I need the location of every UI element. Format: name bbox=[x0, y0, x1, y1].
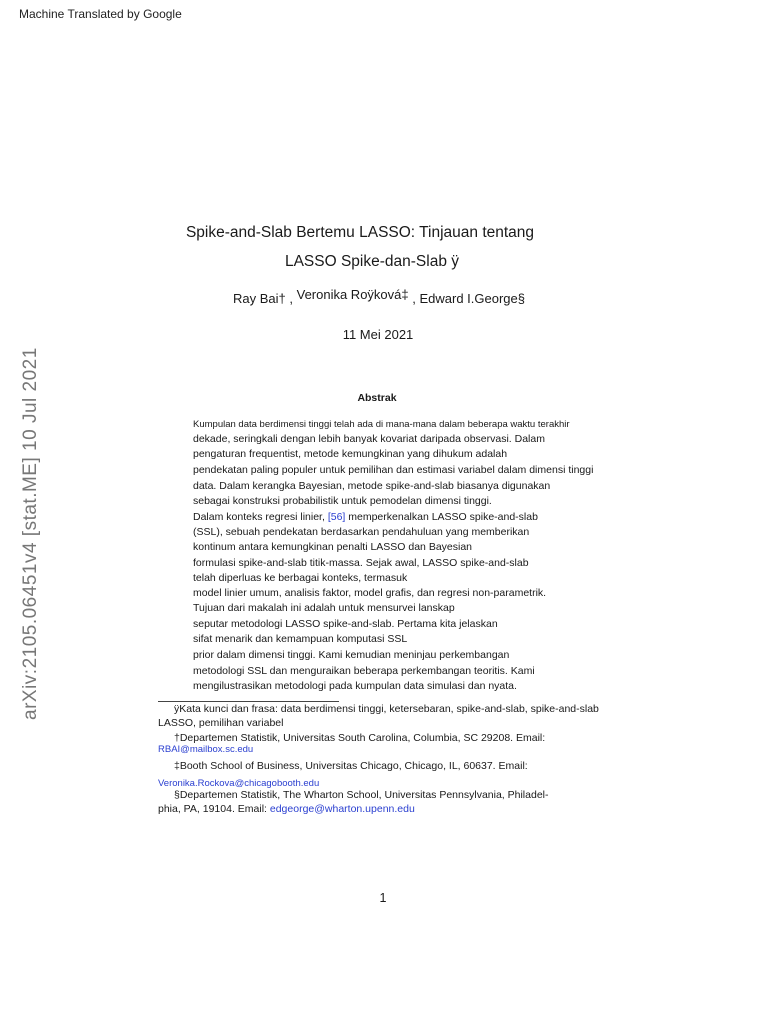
abstract-line: dekade, seringkali dengan lebih banyak kovariat daripada observasi. Dalam bbox=[193, 433, 545, 445]
abstract-heading: Abstrak bbox=[357, 392, 397, 404]
paper-title-line-2: LASSO Spike-dan-Slab ÿ bbox=[284, 253, 460, 270]
abstract-text: Dalam konteks regresi linier, bbox=[193, 511, 325, 523]
abstract-line: model linier umum, analisis faktor, model grafis, dan regresi non-parametrik. bbox=[193, 587, 547, 599]
abstract-line: seputar metodologi LASSO spike-and-slab. Pertama kita jelaskan bbox=[193, 618, 498, 630]
author-3: , Edward I.George§ bbox=[412, 291, 525, 306]
author-1: Ray Bai† , bbox=[233, 291, 293, 306]
email-link-bai[interactable]: RBAI@mailbox.sc.edu bbox=[158, 744, 254, 755]
footnote-dagger: †Departemen Statistik, Universitas South Carolina, Columbia, SC 29208. Email: bbox=[174, 732, 546, 744]
citation-link[interactable]: [56] bbox=[327, 511, 346, 523]
footnote-text: phia, PA, 19104. Email: bbox=[158, 803, 267, 815]
abstract-line: telah diperluas ke berbagai konteks, termasuk bbox=[193, 572, 408, 584]
abstract-line: formulasi spike-and-slab titik-massa. Sejak awal, LASSO spike-and-slab bbox=[193, 557, 529, 569]
abstract-line: pendekatan paling populer untuk pemilihan dan estimasi variabel dalam dimensi tinggi bbox=[193, 464, 594, 476]
abstract-line: Kumpulan data berdimensi tinggi telah ada di mana-mana dalam beberapa waktu terakhir bbox=[193, 419, 570, 430]
abstract-line: mengilustrasikan metodologi pada kumpulan data simulasi dan nyata. bbox=[193, 680, 517, 692]
footnote-ddagger: ‡Booth School of Business, Universitas Chicago, Chicago, IL, 60637. Email: bbox=[174, 760, 528, 772]
abstract-line: data. Dalam kerangka Bayesian, metode spike-and-slab biasanya digunakan bbox=[193, 480, 551, 492]
abstract-line: prior dalam dimensi tinggi. Kami kemudian meninjau perkembangan bbox=[193, 649, 510, 661]
footnote-keywords-cont: LASSO, pemilihan variabel bbox=[158, 717, 284, 729]
paper-title-line-1: Spike-and-Slab Bertemu LASSO: Tinjauan tentang bbox=[185, 224, 535, 241]
footnote-section-cont bbox=[158, 803, 415, 816]
abstract-line-with-citation bbox=[193, 511, 538, 524]
footnote-keywords: ÿKata kunci dan frasa: data berdimensi tinggi, ketersebaran, spike-and-slab, spike-and-slab bbox=[174, 703, 599, 715]
email-link-george[interactable]: edgeorge@wharton.upenn.edu bbox=[269, 803, 415, 815]
abstract-line: kontinum antara kemungkinan penalti LASSO dan Bayesian bbox=[193, 541, 473, 553]
abstract-line: sebagai konstruksi probabilistik untuk pemodelan dimensi tinggi. bbox=[193, 495, 492, 507]
abstract-line: (SSL), sebuah pendekatan berdasarkan pendahuluan yang memberikan bbox=[193, 526, 530, 538]
abstract-text: memperkenalkan LASSO spike-and-slab bbox=[348, 511, 538, 523]
email-link-rockova[interactable]: Veronika.Rockova@chicagobooth.edu bbox=[158, 778, 320, 789]
abstract-line: metodologi SSL dan menguraikan beberapa perkembangan teoritis. Kami bbox=[193, 665, 535, 677]
page-number: 1 bbox=[379, 891, 387, 905]
footnote-divider bbox=[158, 701, 339, 702]
paper-date: 11 Mei 2021 bbox=[342, 327, 414, 342]
abstract-line: Tujuan dari makalah ini adalah untuk mensurvei lanskap bbox=[193, 602, 455, 614]
author-2: Veronika Roÿková‡ bbox=[296, 287, 409, 302]
arxiv-side-stamp: arXiv:2105.06451v4 [stat.ME] 10 Jul 2021 bbox=[20, 347, 41, 720]
footnote-section: §Departemen Statistik, The Wharton School, Universitas Pennsylvania, Philadel- bbox=[174, 789, 549, 801]
abstract-line: pengaturan frequentist, metode kemungkinan yang dihukum adalah bbox=[193, 448, 508, 460]
abstract-line: sifat menarik dan kemampuan komputasi SSL bbox=[193, 633, 408, 645]
machine-translated-label: Machine Translated by Google bbox=[19, 7, 182, 21]
author-list bbox=[0, 287, 758, 306]
